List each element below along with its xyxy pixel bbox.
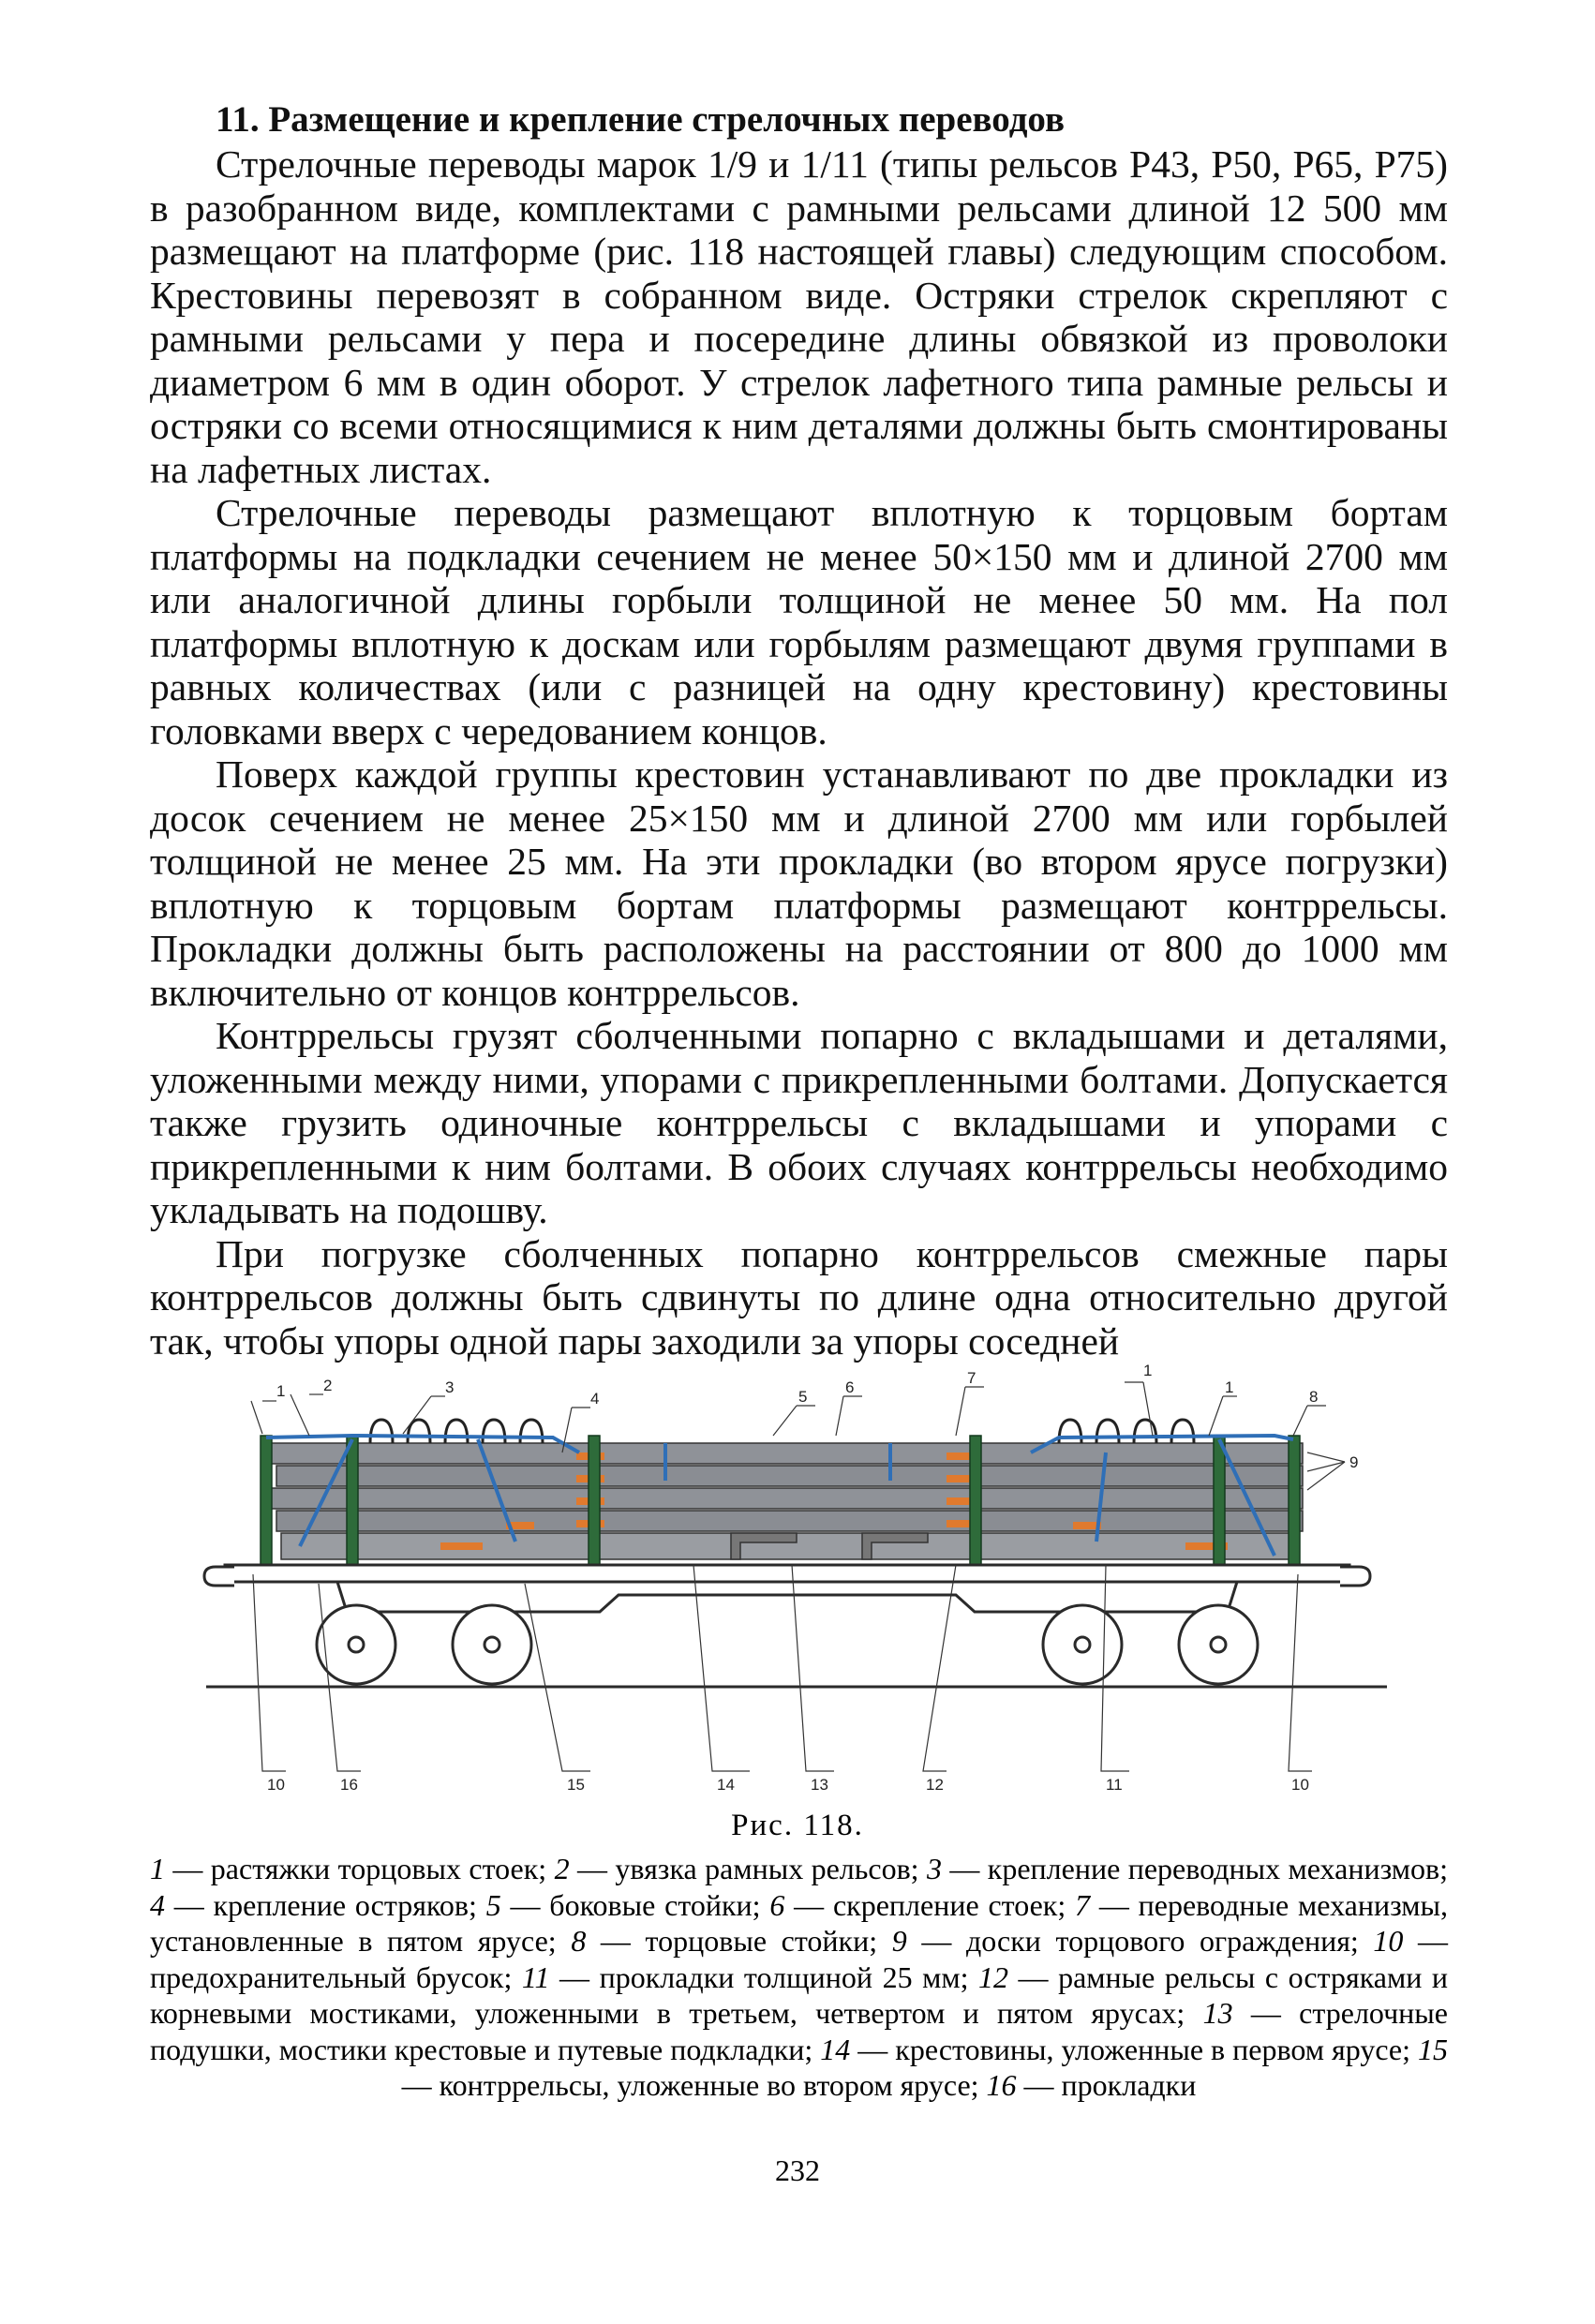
paragraph: При погрузке сболченных попарно контррельсов смежные пары контррельсов должны быть сдвинуты по длине одна относительно другой так, чтобы упоры одной пары заходили за упоры соседней — [150, 1231, 1448, 1363]
callout-label: 5 — [798, 1388, 808, 1406]
callout-label: 16 — [340, 1776, 358, 1794]
caption-text: — доски торцового ограждения; — [906, 1924, 1374, 1958]
caption-number: 9 — [891, 1924, 907, 1958]
section-heading: 11. Размещение и крепление стрелочных переводов — [216, 99, 1066, 140]
caption-number: 10 — [1373, 1924, 1404, 1958]
caption-number: 6 — [769, 1887, 785, 1922]
caption-text: — предохранительный брусок; — [150, 1924, 1449, 1994]
callout-label: 3 — [445, 1378, 455, 1396]
caption-number: 1 — [150, 1852, 165, 1885]
caption-number: 14 — [820, 2032, 851, 2066]
caption-number: 15 — [1418, 2032, 1449, 2066]
callout-label: 1 — [1225, 1378, 1234, 1396]
caption-number: 5 — [485, 1887, 501, 1922]
figure-caption — [150, 1851, 1448, 2104]
caption-number: 13 — [1202, 1996, 1233, 2030]
figure-title: Рис. 118. — [731, 1809, 864, 1842]
caption-text: — крестовины, уложенные в первом ярусе; — [850, 2032, 1419, 2066]
paragraph: Стрелочные переводы размещают вплотную к торцовым бортам платформы на подкладки сечением не менее 50×150 мм и длиной 2700 мм или аналогичной длины горбыли толщиной не менее 50 мм. На пол платформы вплотную к доскам или горбылям размещают двумя группами в равных количествах (или с разницей на одну крестовину) крестовины головками вверх с чередованием концов. — [150, 491, 1448, 752]
callout-label: 1 — [276, 1382, 286, 1400]
caption-text: — стрелочные подушки, мостики крестовые и путевые подкладки; — [150, 1996, 1449, 2066]
callout-label: 13 — [811, 1776, 828, 1794]
callout-label: 11 — [1106, 1776, 1123, 1794]
paragraph: Стрелочные переводы марок 1/9 и 1/11 (типы рельсов Р43, Р50, Р65, Р75) в разобранном виде, комплектами с рамными рельсами длиной 12 500 мм размещают на платформе (рис. 118 настоящей главы) следующим способом. Крестовины перевозят в собранном виде. Остряки стрелок скрепляют с рамными рельсами у пера и посередине длины обвязкой из проволоки диаметром 6 мм в один оборот. У стрелок лафетного типа рамные рельсы и остряки со всеми относящимися к ним деталями должны быть смонтированы на лафетных листах. — [150, 142, 1448, 491]
callout-label: 8 — [1309, 1388, 1319, 1406]
callout-label: 2 — [323, 1377, 333, 1394]
caption-text: — рамные рельсы с остряками и корневыми мостиками, уложенными в третьем, четвертом и пятом ярусах; — [150, 1959, 1449, 2030]
caption-text: — скрепление стоек; — [784, 1887, 1076, 1922]
caption-text: — боковые стойки; — [500, 1887, 770, 1922]
callout-label: 9 — [1349, 1453, 1359, 1471]
callout-label: 10 — [267, 1776, 285, 1794]
caption-text: — растяжки торцовых стоек; — [165, 1852, 555, 1885]
caption-text: — прокладки толщиной 25 мм; — [549, 1959, 979, 1994]
loading-diagram — [206, 1362, 1387, 1799]
body-text — [150, 142, 1448, 1363]
transfer-mechanisms — [370, 1420, 1194, 1443]
callout-label: 6 — [845, 1378, 855, 1396]
caption-number: 3 — [926, 1852, 942, 1885]
caption-number: 7 — [1075, 1887, 1091, 1922]
caption-number: 12 — [978, 1959, 1009, 1994]
caption-text: — торцовые стойки; — [586, 1924, 892, 1958]
callout-label: 15 — [567, 1776, 585, 1794]
paragraph: Контррельсы грузят сболченными попарно с вкладышами и деталями, уложенными между ними, упорами с прикрепленными болтами. Допускается также грузить одиночные контррельсы с вкладышами и упорами с прикрепленными к ним болтами. В обоих случаях контррельсы необходимо укладывать на подошву. — [150, 1014, 1448, 1231]
callout-label: 7 — [967, 1369, 976, 1387]
caption-text: — прокладки — [1016, 2068, 1197, 2102]
caption-text: — крепление переводных механизмов; — [941, 1852, 1449, 1885]
caption-text: — крепление остряков; — [165, 1887, 486, 1922]
caption-number: 8 — [571, 1924, 587, 1958]
callout-label: 1 — [1143, 1362, 1153, 1379]
paragraph: Поверх каждой группы крестовин устанавливают по две прокладки из досок сечением не менее 25×150 мм и длиной 2700 мм или горбылей толщиной не менее 25 мм. На эти прокладки (во втором ярусе погрузки) вплотную к торцовым бортам платформы размещают контррельсы. Прокладки должны быть расположены на расстоянии от 800 до 1000 мм включительно от концов контррельсов. — [150, 752, 1448, 1014]
caption-text: — переводные механизмы, установленные в пятом ярусе; — [150, 1887, 1449, 1958]
caption-text: — контррельсы, уложенные во втором ярусе; — [401, 2068, 987, 2102]
caption-number: 2 — [554, 1852, 570, 1885]
caption-number: 16 — [986, 2068, 1017, 2102]
page-number: 232 — [775, 2153, 820, 2187]
callout-label: 14 — [717, 1776, 735, 1794]
caption-text: — увязка рамных рельсов; — [569, 1852, 927, 1885]
caption-number: 11 — [521, 1959, 550, 1994]
callout-label: 4 — [590, 1390, 600, 1408]
callout-label: 10 — [1291, 1776, 1309, 1794]
caption-number: 4 — [150, 1887, 165, 1922]
load-stack — [267, 1443, 1303, 1559]
callout-label: 12 — [926, 1776, 944, 1794]
